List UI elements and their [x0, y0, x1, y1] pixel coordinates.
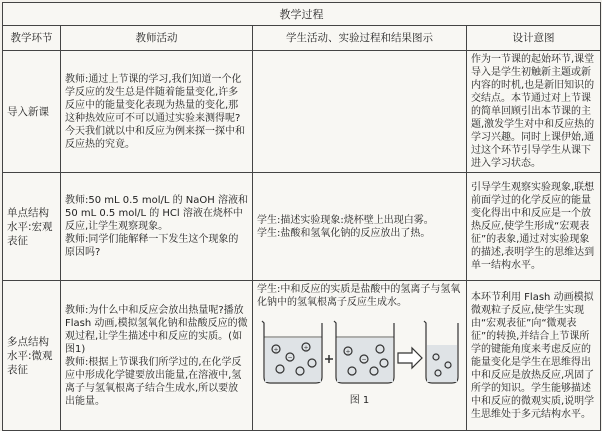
beaker-naoh: [334, 321, 394, 383]
header-step: 教学环节: [3, 26, 61, 51]
teacher-text: 教师:为什么中和反应会放出热量呢?播放 Flash 动画,模拟氢氧化钠和盐酸反应的微观过程,让学生描述中和反应的实质。(如图1) 教师:根据上节课我们所学过的,在化学反应中形成化学键要放出能量,在溶液中,氢离子与氢氧根离子结合生成水,所以要放出能量。: [65, 304, 248, 407]
beaker-hcl: [262, 321, 322, 383]
teacher-cell: [61, 173, 253, 281]
figure-caption: 图 1: [349, 395, 370, 406]
reaction-beakers-figure: [258, 313, 462, 389]
table-row: [3, 51, 601, 173]
intent-cell: [467, 281, 601, 431]
teacher-text: 教师:通过上节课的学习,我们知道一个化学反应的发生总是伴随着能量变化,许多反应中的能量变化表现为热量的变化,那这种热效应可不可以通过实验来测得呢?今天我们就以中和反应为例来探一探中和反应热的究竟。: [65, 73, 245, 150]
arrow-right-icon: [398, 348, 422, 368]
svg-text:−: −: [287, 354, 293, 362]
student-text: 学生:描述实验现象:烧杯壁上出现白雾。 学生:盐酸和氢氧化钠的反应放出了热。: [257, 214, 434, 239]
intent-text: 本环节利用 Flash 动画模拟微观粒子反应,使学生实现由“宏观表征”向“微观表征”的转换,并结合上节课所学的键能角度来考虑反应的能量变化是学生在思维得出中和反应是放热反应,巩固了所学的知识。学生能够描述中和反应的微观实质,说明学生思维处于多元结构水平。: [471, 291, 595, 420]
student-cell: [253, 51, 467, 173]
student-cell: [253, 173, 467, 281]
teacher-cell: [61, 281, 253, 431]
header-student: 学生活动、实验过程和结果图示: [253, 26, 467, 51]
step-cell: 多点结构水平:微观表征: [3, 281, 61, 431]
plus-icon: [325, 355, 333, 363]
intent-cell: [467, 173, 601, 281]
table-row: [3, 173, 601, 281]
header-teacher: 教师活动: [61, 26, 253, 51]
student-text: 学生:中和反应的实质是盐酸中的氢离子与氢氧化钠中的氢氧根离子反应生成水。: [257, 284, 461, 308]
lesson-process-table: [2, 2, 601, 431]
table-title-row: [3, 3, 601, 26]
figure-1: [257, 313, 462, 407]
svg-text:+: +: [303, 344, 309, 352]
table-header-row: [3, 26, 601, 51]
step-cell: 单点结构水平:宏观表征: [3, 173, 61, 281]
teacher-cell: [61, 51, 253, 173]
student-cell: [253, 281, 467, 431]
intent-text: 作为一节课的起始环节,课堂导入是学生初触新主题或新内容的时机,也是新旧知识的交结点。本节通过对上节课的简单回顾引出本节课的主题,激发学生对中和反应热的学习兴趣。同时上课伊始,通过这个环节引导学生从课下进入学习状态。: [471, 54, 595, 169]
svg-text:−: −: [361, 356, 367, 364]
svg-text:+: +: [273, 346, 279, 354]
beaker-water: [424, 321, 458, 383]
header-intent: 设计意图: [467, 26, 601, 51]
table-title: 教学过程: [3, 3, 601, 26]
intent-text: 引导学生观察实验现象,联想前面学过的化学反应的能量变化得出中和反应是一个放热反应,使学生形成“宏观表征”的表象,通过对实验现象的描述,表明学生的思维达到单一结构水平。: [471, 182, 595, 271]
intent-cell: [467, 51, 601, 173]
step-cell: 导入新课: [3, 51, 61, 173]
teacher-text: 教师:50 mL 0.5 mol/L 的 NaOH 溶液和50 mL 0.5 mol/L 的 HCl 溶液在烧杯中反应,让学生观察现象。 教师:同学们能解释一下发生这个现象的原因吗?: [65, 195, 248, 258]
table-row: [3, 281, 601, 431]
svg-text:+: +: [345, 348, 351, 356]
